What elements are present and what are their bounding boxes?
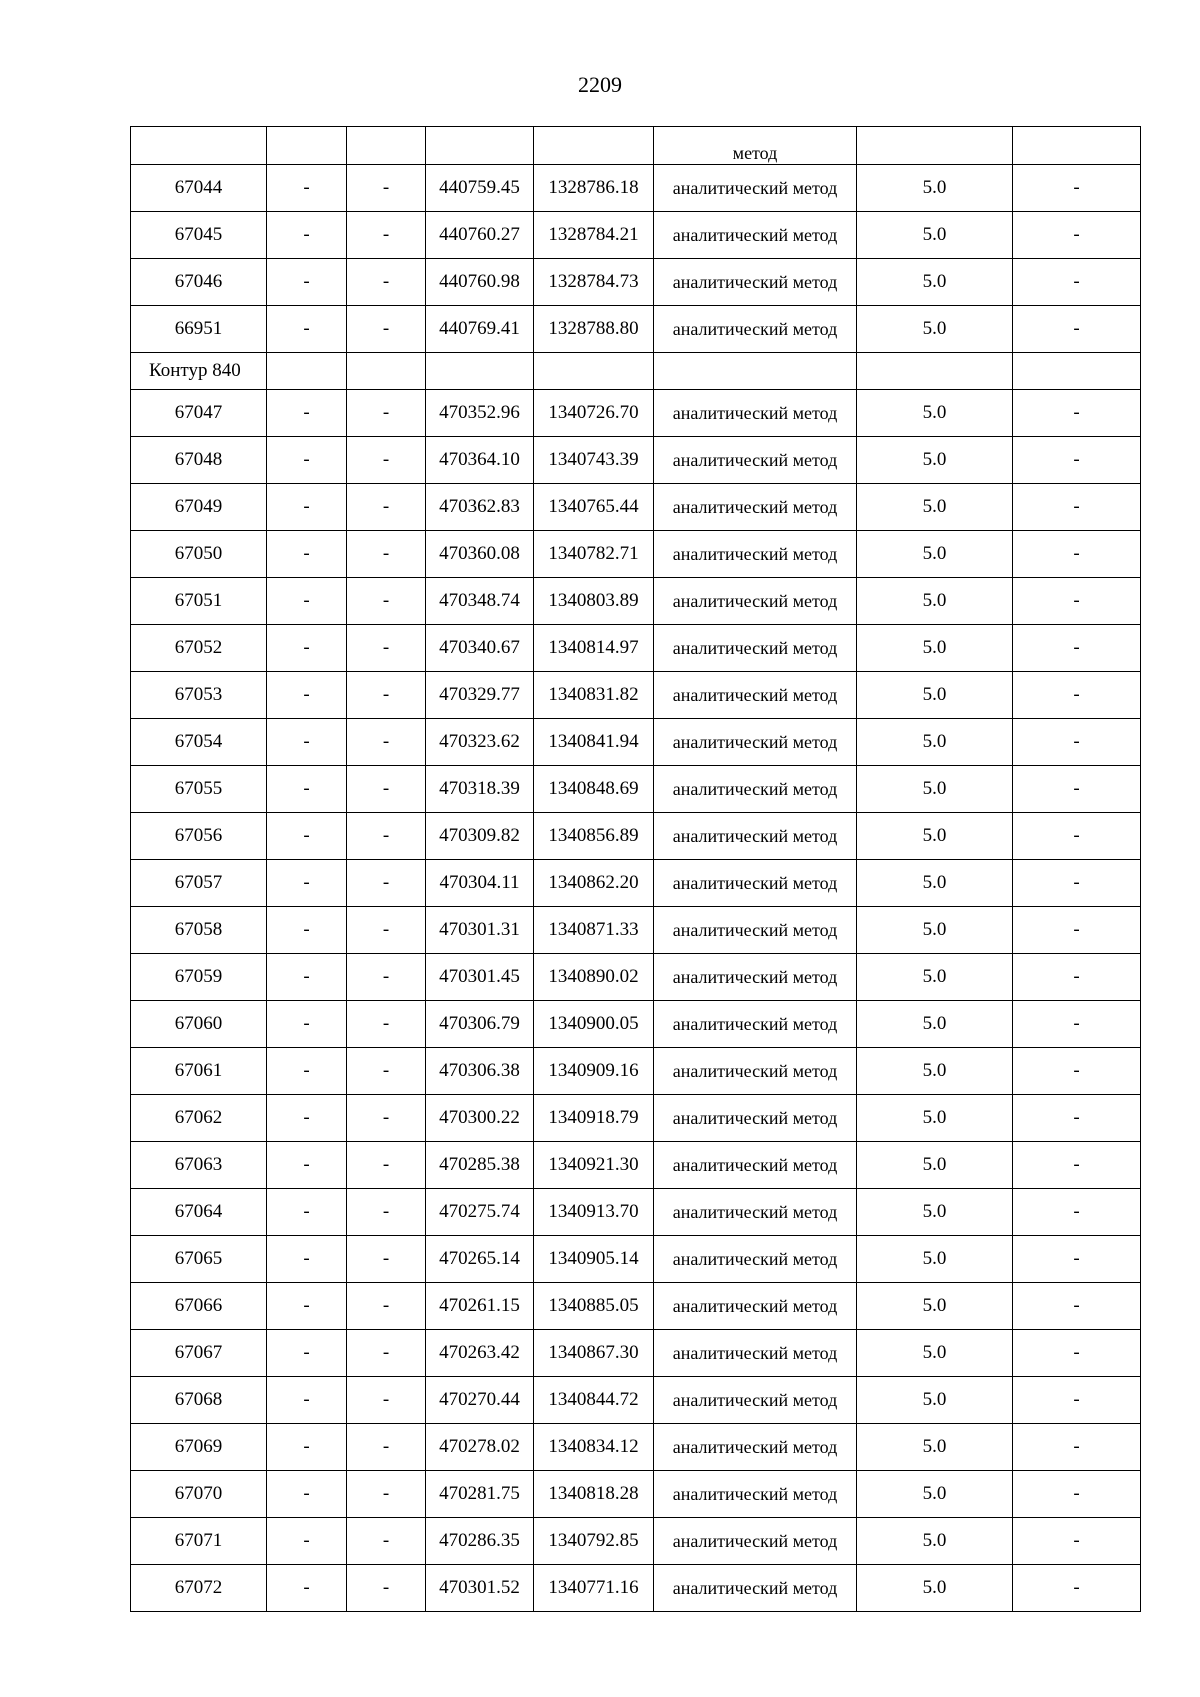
- cell-method: аналитический метод: [654, 1236, 857, 1283]
- cell-accuracy: 5.0: [857, 907, 1013, 954]
- cell-accuracy: 5.0: [857, 813, 1013, 860]
- cell-method: аналитический метод: [654, 1471, 857, 1518]
- cell-col3: -: [347, 437, 426, 484]
- cell-accuracy: 5.0: [857, 860, 1013, 907]
- cell-y: 1340909.16: [534, 1048, 654, 1095]
- cell-x: 470304.11: [426, 860, 534, 907]
- cell-y: 1340743.39: [534, 437, 654, 484]
- cell-method: аналитический метод: [654, 484, 857, 531]
- table-row: [131, 1565, 1141, 1612]
- cell-empty: [534, 353, 654, 390]
- table-row: [131, 165, 1141, 212]
- cell-method: аналитический метод: [654, 1565, 857, 1612]
- cell-col2: -: [267, 1424, 347, 1471]
- cell-col2: -: [267, 1236, 347, 1283]
- table-row: [131, 907, 1141, 954]
- cell-point-id: 67062: [131, 1095, 267, 1142]
- cell-col8: -: [1013, 1189, 1141, 1236]
- cell-point-id: 67068: [131, 1377, 267, 1424]
- cell-point-id: 67056: [131, 813, 267, 860]
- cell-method: аналитический метод: [654, 578, 857, 625]
- cell-col2: -: [267, 306, 347, 353]
- cell-col3: -: [347, 212, 426, 259]
- table-row: [131, 672, 1141, 719]
- cell-point-id: 67063: [131, 1142, 267, 1189]
- cell-col3: -: [347, 1330, 426, 1377]
- table-row: [131, 578, 1141, 625]
- cell-y: 1340818.28: [534, 1471, 654, 1518]
- cell-col3: -: [347, 165, 426, 212]
- cell-col3: -: [347, 1471, 426, 1518]
- cell-col2: -: [267, 766, 347, 813]
- cell-point-id: 67071: [131, 1518, 267, 1565]
- cell-x: 440769.41: [426, 306, 534, 353]
- cell-point-id: 67047: [131, 390, 267, 437]
- cell-accuracy: 5.0: [857, 1424, 1013, 1471]
- cell-y: 1340771.16: [534, 1565, 654, 1612]
- cell-col3: -: [347, 1048, 426, 1095]
- cell-accuracy: 5.0: [857, 1330, 1013, 1377]
- cell-col3: -: [347, 1236, 426, 1283]
- cell-col3: -: [347, 259, 426, 306]
- cell-col8: -: [1013, 625, 1141, 672]
- cell-col3: -: [347, 1001, 426, 1048]
- cell-point-id: 67048: [131, 437, 267, 484]
- cell-accuracy: 5.0: [857, 437, 1013, 484]
- cell-y: 1340885.05: [534, 1283, 654, 1330]
- cell-col8: -: [1013, 212, 1141, 259]
- cell-accuracy: 5.0: [857, 165, 1013, 212]
- cell-x: 470300.22: [426, 1095, 534, 1142]
- cell-x: 470362.83: [426, 484, 534, 531]
- cell-col2: -: [267, 1377, 347, 1424]
- cell-col8: -: [1013, 165, 1141, 212]
- cell-col2: -: [267, 719, 347, 766]
- cell-accuracy: 5.0: [857, 212, 1013, 259]
- section-label: Контур 840: [131, 353, 267, 390]
- cell-method: аналитический метод: [654, 954, 857, 1001]
- cell-col2: -: [267, 907, 347, 954]
- cell-col2: -: [267, 390, 347, 437]
- cell-col3: -: [347, 390, 426, 437]
- cell-x: 440759.45: [426, 165, 534, 212]
- cell-method: аналитический метод: [654, 437, 857, 484]
- cell-accuracy: 5.0: [857, 719, 1013, 766]
- cell-col8: -: [1013, 531, 1141, 578]
- cell-method: аналитический метод: [654, 1142, 857, 1189]
- cell-x: 470306.79: [426, 1001, 534, 1048]
- cell-point-id: 67046: [131, 259, 267, 306]
- cell-y: 1340834.12: [534, 1424, 654, 1471]
- cell-col8: -: [1013, 578, 1141, 625]
- cell-point-id: 67069: [131, 1424, 267, 1471]
- cell-empty: [347, 127, 426, 165]
- cell-col2: -: [267, 259, 347, 306]
- table-body: [131, 127, 1141, 1612]
- cell-col2: -: [267, 1048, 347, 1095]
- cell-accuracy: 5.0: [857, 1189, 1013, 1236]
- cell-method: аналитический метод: [654, 306, 857, 353]
- cell-y: 1340792.85: [534, 1518, 654, 1565]
- table-row: [131, 1377, 1141, 1424]
- cell-col8: -: [1013, 954, 1141, 1001]
- table-row: [131, 860, 1141, 907]
- cell-col2: -: [267, 578, 347, 625]
- section-header-row: [131, 353, 1141, 390]
- cell-col2: -: [267, 165, 347, 212]
- cell-x: 470340.67: [426, 625, 534, 672]
- table-row: [131, 1330, 1141, 1377]
- cell-x: 470278.02: [426, 1424, 534, 1471]
- cell-method: аналитический метод: [654, 212, 857, 259]
- cell-point-id: 67052: [131, 625, 267, 672]
- cell-x: 470364.10: [426, 437, 534, 484]
- cell-y: 1328784.73: [534, 259, 654, 306]
- table-row: [131, 437, 1141, 484]
- cell-col8: -: [1013, 1236, 1141, 1283]
- cell-y: 1340848.69: [534, 766, 654, 813]
- cell-col2: -: [267, 1565, 347, 1612]
- cell-col8: -: [1013, 1001, 1141, 1048]
- cell-empty: [654, 353, 857, 390]
- cell-col3: -: [347, 1142, 426, 1189]
- cell-col2: -: [267, 1330, 347, 1377]
- cell-method: аналитический метод: [654, 719, 857, 766]
- cell-y: 1340841.94: [534, 719, 654, 766]
- cell-point-id: 67045: [131, 212, 267, 259]
- cell-accuracy: 5.0: [857, 954, 1013, 1001]
- cell-x: 470263.42: [426, 1330, 534, 1377]
- cell-point-id: 67054: [131, 719, 267, 766]
- cell-col3: -: [347, 1095, 426, 1142]
- cell-method: аналитический метод: [654, 1048, 857, 1095]
- continuation-row: [131, 127, 1141, 165]
- cell-x: 470323.62: [426, 719, 534, 766]
- table-row: [131, 1142, 1141, 1189]
- cell-accuracy: 5.0: [857, 766, 1013, 813]
- table-row: [131, 766, 1141, 813]
- cell-col2: -: [267, 954, 347, 1001]
- cell-method: аналитический метод: [654, 1424, 857, 1471]
- cell-method: аналитический метод: [654, 531, 857, 578]
- cell-method: аналитический метод: [654, 1001, 857, 1048]
- cell-method: аналитический метод: [654, 1330, 857, 1377]
- cell-y: 1340913.70: [534, 1189, 654, 1236]
- cell-accuracy: 5.0: [857, 1236, 1013, 1283]
- cell-col3: -: [347, 907, 426, 954]
- cell-x: 470265.14: [426, 1236, 534, 1283]
- cell-point-id: 67053: [131, 672, 267, 719]
- cell-col2: -: [267, 1001, 347, 1048]
- cell-col2: -: [267, 860, 347, 907]
- cell-accuracy: 5.0: [857, 1001, 1013, 1048]
- cell-point-id: 66951: [131, 306, 267, 353]
- cell-x: 470261.15: [426, 1283, 534, 1330]
- cell-point-id: 67051: [131, 578, 267, 625]
- cell-col3: -: [347, 813, 426, 860]
- table-row: [131, 719, 1141, 766]
- table-row: [131, 1518, 1141, 1565]
- cell-y: 1340782.71: [534, 531, 654, 578]
- cell-x: 470301.45: [426, 954, 534, 1001]
- cell-col8: -: [1013, 860, 1141, 907]
- table-row: [131, 1001, 1141, 1048]
- cell-col3: -: [347, 954, 426, 1001]
- table-row: [131, 813, 1141, 860]
- cell-y: 1340765.44: [534, 484, 654, 531]
- cell-point-id: 67061: [131, 1048, 267, 1095]
- cell-x: 470286.35: [426, 1518, 534, 1565]
- cell-col3: -: [347, 531, 426, 578]
- table-row: [131, 212, 1141, 259]
- cell-accuracy: 5.0: [857, 1283, 1013, 1330]
- table-row: [131, 1095, 1141, 1142]
- cell-col2: -: [267, 1471, 347, 1518]
- cell-method: аналитический метод: [654, 390, 857, 437]
- cell-col2: -: [267, 1142, 347, 1189]
- cell-col3: -: [347, 484, 426, 531]
- cell-point-id: 67067: [131, 1330, 267, 1377]
- cell-point-id: 67060: [131, 1001, 267, 1048]
- cell-y: 1328786.18: [534, 165, 654, 212]
- cell-accuracy: 5.0: [857, 672, 1013, 719]
- cell-method: аналитический метод: [654, 813, 857, 860]
- table-row: [131, 1048, 1141, 1095]
- cell-col3: -: [347, 1189, 426, 1236]
- table-row: [131, 625, 1141, 672]
- cell-col3: -: [347, 860, 426, 907]
- cell-x: 470306.38: [426, 1048, 534, 1095]
- table-row: [131, 1236, 1141, 1283]
- cell-point-id: 67057: [131, 860, 267, 907]
- cell-col8: -: [1013, 1330, 1141, 1377]
- cell-accuracy: 5.0: [857, 1565, 1013, 1612]
- cell-accuracy: 5.0: [857, 390, 1013, 437]
- cell-y: 1328784.21: [534, 212, 654, 259]
- cell-col8: -: [1013, 719, 1141, 766]
- cell-x: 470352.96: [426, 390, 534, 437]
- cell-col8: -: [1013, 1424, 1141, 1471]
- cell-accuracy: 5.0: [857, 1518, 1013, 1565]
- cell-col3: -: [347, 1377, 426, 1424]
- cell-y: 1340856.89: [534, 813, 654, 860]
- cell-empty: [267, 127, 347, 165]
- cell-method: аналитический метод: [654, 625, 857, 672]
- cell-accuracy: 5.0: [857, 484, 1013, 531]
- cell-accuracy: 5.0: [857, 625, 1013, 672]
- cell-y: 1340862.20: [534, 860, 654, 907]
- cell-empty: [1013, 353, 1141, 390]
- cell-col8: -: [1013, 1142, 1141, 1189]
- table-row: [131, 259, 1141, 306]
- cell-x: 470270.44: [426, 1377, 534, 1424]
- cell-empty: [426, 127, 534, 165]
- cell-x: 470275.74: [426, 1189, 534, 1236]
- cell-method: аналитический метод: [654, 165, 857, 212]
- cell-accuracy: 5.0: [857, 1095, 1013, 1142]
- cell-col3: -: [347, 625, 426, 672]
- cell-empty: [534, 127, 654, 165]
- cell-empty: [267, 353, 347, 390]
- cell-x: 470360.08: [426, 531, 534, 578]
- cell-empty: [1013, 127, 1141, 165]
- cell-col8: -: [1013, 1518, 1141, 1565]
- cell-accuracy: 5.0: [857, 306, 1013, 353]
- cell-method: аналитический метод: [654, 1095, 857, 1142]
- cell-col8: -: [1013, 437, 1141, 484]
- cell-method: аналитический метод: [654, 1283, 857, 1330]
- cell-col2: -: [267, 1518, 347, 1565]
- cell-x: 470301.52: [426, 1565, 534, 1612]
- cell-col8: -: [1013, 1471, 1141, 1518]
- cell-col8: -: [1013, 484, 1141, 531]
- coordinates-table: [130, 126, 1141, 1612]
- cell-y: 1340867.30: [534, 1330, 654, 1377]
- cell-y: 1340905.14: [534, 1236, 654, 1283]
- cell-y: 1340890.02: [534, 954, 654, 1001]
- cell-accuracy: 5.0: [857, 1377, 1013, 1424]
- cell-col2: -: [267, 625, 347, 672]
- cell-x: 470285.38: [426, 1142, 534, 1189]
- cell-method-continuation: метод: [654, 127, 857, 165]
- cell-col8: -: [1013, 1283, 1141, 1330]
- cell-col2: -: [267, 1095, 347, 1142]
- cell-col8: -: [1013, 1565, 1141, 1612]
- cell-accuracy: 5.0: [857, 531, 1013, 578]
- cell-x: 470329.77: [426, 672, 534, 719]
- cell-col2: -: [267, 672, 347, 719]
- cell-col3: -: [347, 672, 426, 719]
- cell-method: аналитический метод: [654, 672, 857, 719]
- cell-method: аналитический метод: [654, 1189, 857, 1236]
- cell-y: 1340803.89: [534, 578, 654, 625]
- cell-empty: [426, 353, 534, 390]
- cell-x: 470348.74: [426, 578, 534, 625]
- table-row: [131, 1471, 1141, 1518]
- cell-col8: -: [1013, 1095, 1141, 1142]
- cell-col2: -: [267, 437, 347, 484]
- cell-accuracy: 5.0: [857, 1142, 1013, 1189]
- cell-col3: -: [347, 1565, 426, 1612]
- cell-y: 1340900.05: [534, 1001, 654, 1048]
- cell-col8: -: [1013, 907, 1141, 954]
- cell-method: аналитический метод: [654, 860, 857, 907]
- table-row: [131, 531, 1141, 578]
- cell-point-id: 67070: [131, 1471, 267, 1518]
- cell-y: 1340814.97: [534, 625, 654, 672]
- cell-x: 440760.98: [426, 259, 534, 306]
- table-row: [131, 954, 1141, 1001]
- cell-y: 1328788.80: [534, 306, 654, 353]
- cell-x: 470309.82: [426, 813, 534, 860]
- cell-accuracy: 5.0: [857, 1471, 1013, 1518]
- cell-col2: -: [267, 212, 347, 259]
- cell-y: 1340871.33: [534, 907, 654, 954]
- table-row: [131, 484, 1141, 531]
- cell-col3: -: [347, 1518, 426, 1565]
- cell-accuracy: 5.0: [857, 1048, 1013, 1095]
- cell-col3: -: [347, 766, 426, 813]
- cell-col2: -: [267, 1283, 347, 1330]
- table-row: [131, 1283, 1141, 1330]
- cell-point-id: 67072: [131, 1565, 267, 1612]
- cell-point-id: 67055: [131, 766, 267, 813]
- cell-point-id: 67050: [131, 531, 267, 578]
- cell-empty: [131, 127, 267, 165]
- cell-col8: -: [1013, 259, 1141, 306]
- cell-empty: [857, 353, 1013, 390]
- cell-col8: -: [1013, 1048, 1141, 1095]
- cell-point-id: 67065: [131, 1236, 267, 1283]
- cell-accuracy: 5.0: [857, 578, 1013, 625]
- cell-x: 440760.27: [426, 212, 534, 259]
- cell-y: 1340831.82: [534, 672, 654, 719]
- table-row: [131, 1424, 1141, 1471]
- cell-y: 1340918.79: [534, 1095, 654, 1142]
- cell-col3: -: [347, 578, 426, 625]
- cell-method: аналитический метод: [654, 259, 857, 306]
- page-number: 2209: [578, 72, 622, 97]
- cell-point-id: 67066: [131, 1283, 267, 1330]
- cell-col2: -: [267, 531, 347, 578]
- cell-col8: -: [1013, 813, 1141, 860]
- cell-col8: -: [1013, 390, 1141, 437]
- cell-point-id: 67049: [131, 484, 267, 531]
- cell-col3: -: [347, 306, 426, 353]
- cell-col2: -: [267, 484, 347, 531]
- table-row: [131, 1189, 1141, 1236]
- cell-col2: -: [267, 813, 347, 860]
- cell-col3: -: [347, 719, 426, 766]
- cell-x: 470301.31: [426, 907, 534, 954]
- cell-y: 1340844.72: [534, 1377, 654, 1424]
- cell-col2: -: [267, 1189, 347, 1236]
- cell-empty: [857, 127, 1013, 165]
- cell-empty: [347, 353, 426, 390]
- cell-col3: -: [347, 1283, 426, 1330]
- cell-method: аналитический метод: [654, 1518, 857, 1565]
- cell-point-id: 67044: [131, 165, 267, 212]
- cell-col8: -: [1013, 306, 1141, 353]
- cell-col8: -: [1013, 672, 1141, 719]
- cell-x: 470281.75: [426, 1471, 534, 1518]
- table-row: [131, 306, 1141, 353]
- cell-col3: -: [347, 1424, 426, 1471]
- cell-point-id: 67064: [131, 1189, 267, 1236]
- cell-point-id: 67058: [131, 907, 267, 954]
- cell-col8: -: [1013, 1377, 1141, 1424]
- cell-method: аналитический метод: [654, 1377, 857, 1424]
- cell-x: 470318.39: [426, 766, 534, 813]
- cell-col8: -: [1013, 766, 1141, 813]
- cell-method: аналитический метод: [654, 907, 857, 954]
- table-row: [131, 390, 1141, 437]
- cell-accuracy: 5.0: [857, 259, 1013, 306]
- cell-y: 1340726.70: [534, 390, 654, 437]
- cell-point-id: 67059: [131, 954, 267, 1001]
- cell-method: аналитический метод: [654, 766, 857, 813]
- cell-y: 1340921.30: [534, 1142, 654, 1189]
